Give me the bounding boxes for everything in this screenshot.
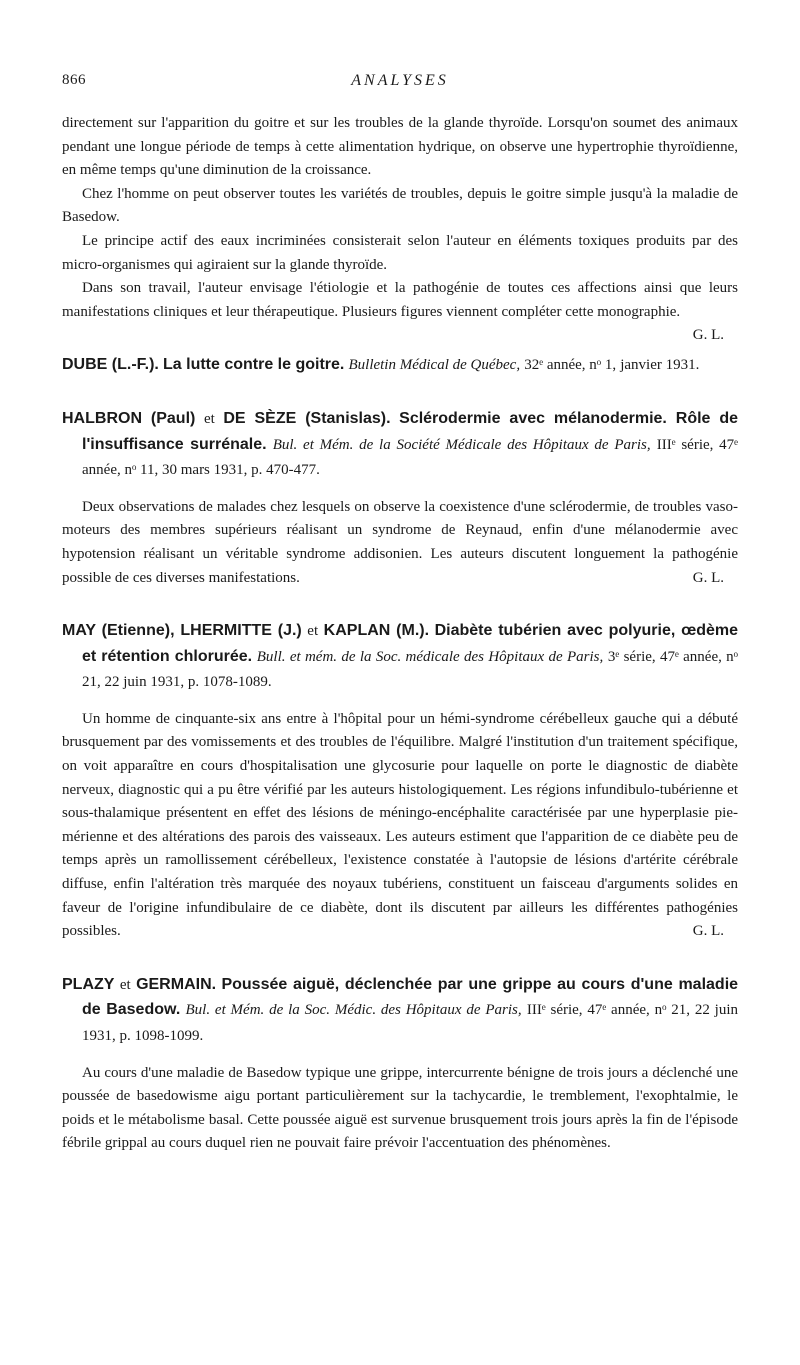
entry-title: Poussée aiguë, déclenchée par une grippe au cours d'une maladie de Basedow. — [82, 975, 739, 1019]
entry-conjunction: et — [307, 623, 319, 640]
entry-summary — [62, 496, 738, 590]
entry-summary: Au cours d'une maladie de Basedow typique une grippe, intercurrente bénigne de trois jours a déclenché une poussée de basedowisme aigu portant particulièrement sur la tachycardie, le tremblement, l'exophtalmie, le poids et le métabolisme basal. Cette poussée aiguë est survenue brusquement trois jours après la fin de l'épisode fébrile grippal au cours duquel rien ne pouvait faire prévoir l'accentuation des phénomènes. — [62, 1064, 738, 1152]
entry-reference-date: janvier 1931. — [620, 357, 700, 374]
entry-conjunction: et — [119, 976, 131, 993]
entry-summary — [62, 708, 738, 944]
entry-heading — [62, 406, 738, 483]
entry-journal: Bul. et Mém. de la Soc. Médic. des Hôpitaux de Paris, — [185, 1002, 522, 1019]
reviewer-signature: G. L. — [692, 327, 724, 344]
entry-reference: IIIᵉ série, 47ᵉ année, nᵒ 11, 30 mars 1931, p. 470-477. — [82, 436, 739, 479]
entry-authors: DE SÈZE (Stanislas). — [223, 409, 391, 427]
intro-section — [62, 112, 738, 344]
reviewer-signature: G. L. — [692, 923, 724, 940]
bibliography-entry — [62, 352, 738, 378]
entry-reference: 32ᵉ année, nᵒ 1, — [524, 357, 617, 374]
entry-journal: Bul. et Mém. de la Société Médicale des Hôpitaux de Paris, — [272, 436, 651, 453]
entry-authors: MAY (Etienne), LHERMITTE (J.) — [62, 622, 302, 640]
running-title: ANALYSES — [351, 72, 449, 89]
entry-authors: DUBE (L.-F.). — [62, 356, 159, 374]
intro-paragraph: Le principe actif des eaux incriminées consisterait selon l'auteur en éléments toxiques produits par des micro-organismes qui agiraient sur la glande thyroïde. — [62, 232, 738, 273]
entry-heading — [62, 972, 738, 1049]
page-content — [62, 112, 738, 1156]
entry-heading — [62, 618, 738, 695]
page-number: 866 — [62, 72, 86, 88]
summary-text: Un homme de cinquante-six ans entre à l'hôpital pour un hémi-syndrome cérébelleux gauche qui a débuté brusquement par des vomissements et des troubles de l'équilibre. Malgré l'institution d'un traitement spécifique, on voit apparaître en cours d'hospitalisation une glycosurie pour laquelle on porte le diagnostic de diabète nerveux, diagnostic qui a pu être vérifié par les auteurs histologiquement. Les régions infundibulo-tubérienne et sous-thalamique présentent en effet des lésions de méningo-encéphalite caractérisée par une hyperplasie pie-mérienne et des altérations des parois des vaisseaux. Les auteurs estiment que l'apparition de ce diabète peu de temps après un ramollissement cérébelleux, l'existence constatée à l'autopsie de lésions d'artérite cérébrale diffuse, enfin l'altération très marquée des noyaux tubériens, constituent un faisceau d'arguments solides en faveur de l'origine infundibulaire de ce diabète, dont ils discutent par ailleurs les différentes pathogénies possibles. — [62, 710, 738, 940]
entry-journal: Bulletin Médical de Québec, — [348, 357, 521, 374]
entry-title: Sclérodermie avec mélanodermie. Rôle de l'insuffisance surrénale. — [82, 409, 739, 453]
running-head — [62, 72, 738, 94]
bibliography-entry — [62, 618, 738, 944]
reviewer-signature: G. L. — [692, 569, 724, 586]
entry-heading — [62, 352, 738, 378]
entry-reference: 3ᵉ série, 47ᵉ année, nᵒ 21, 22 juin 1931, p. 1078-1089. — [82, 648, 738, 691]
entry-reference: IIIᵉ série, 47ᵉ année, nᵒ 21, 22 juin 1931, p. 1098-1099. — [82, 1002, 738, 1044]
intro-paragraph: directement sur l'apparition du goitre et sur les troubles de la glande thyroïde. Lorsqu'on soumet des animaux pendant une longue période de temps à cette alimentation hydrique, on observe une hypertrophie thyroïdienne, en même temps qu'une diminution de la croissance. — [62, 115, 738, 179]
summary-text: Deux observations de malades chez lesquels on observe la coexistence d'une sclérodermie, de troubles vaso-moteurs des membres supérieurs réalisant un syndrome de Reynaud, enfin d'une mélanodermie avec hypotension réalisant un véritable syndrome addisonien. Les auteurs discutent longuement la pathogénie possible de ces diverses manifestations. — [62, 498, 738, 586]
bibliography-entry — [62, 406, 738, 590]
entry-authors: HALBRON (Paul) — [62, 409, 196, 427]
entry-authors: PLAZY — [62, 975, 115, 993]
entry-authors: GERMAIN. — [136, 975, 217, 993]
entry-title: Diabète tubérien avec polyurie, œdème et rétention chlorurée. — [82, 622, 739, 665]
entry-conjunction: et — [203, 410, 215, 427]
bibliography-entry — [62, 972, 738, 1156]
entry-title: La lutte contre le goitre. — [163, 356, 345, 374]
entry-journal: Bull. et mém. de la Soc. médicale des Hôpitaux de Paris, — [256, 648, 604, 665]
entry-authors: KAPLAN (M.). — [323, 622, 430, 640]
paragraph-text: Dans son travail, l'auteur envisage l'étiologie et la pathogénie de toutes ces affections ainsi que leurs manifestations cliniques et leur thérapeutique. Plusieurs figures viennent compléter cette monographie. — [62, 280, 738, 320]
intro-paragraph: Chez l'homme on peut observer toutes les variétés de troubles, depuis le goitre simple jusqu'à la maladie de Basedow. — [62, 185, 738, 226]
intro-paragraph — [62, 277, 738, 344]
